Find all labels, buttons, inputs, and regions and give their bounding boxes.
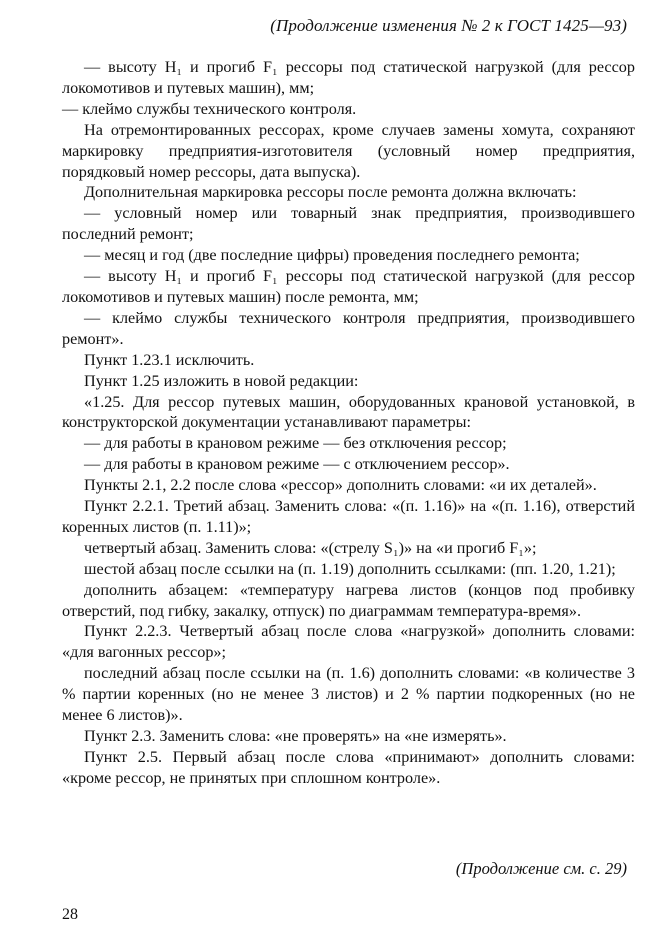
paragraph: Пункты 2.1, 2.2 после слова «рессор» дополнить словами: «и их деталей». — [84, 476, 597, 495]
paragraph: — для работы в крановом режиме — без отключения рессор; — [84, 434, 507, 453]
paragraph: — условный номер или товарный знак предприятия, производившего последний ремонт; — [62, 204, 635, 244]
paragraph: — месяц и год (две последние цифры) проведения последнего ремонта; — [84, 246, 580, 265]
paragraph: Пункт 2.2.3. Четвертый абзац после слова «нагрузкой» дополнить словами: «для вагонных рессор»; — [62, 622, 635, 662]
paragraph: Дополнительная маркировка рессоры после ремонта должна включать: — [84, 183, 577, 202]
paragraph: — клеймо службы технического контроля. — [62, 99, 357, 118]
paragraph: четвертый абзац. Заменить слова: «(стрелу S₁)» на «и прогиб F₁»; — [84, 538, 537, 557]
paragraph: Пункт 2.2.1. Третий абзац. Заменить слова: «(п. 1.16)» на «(п. 1.16), отверстий коренных листов (п. 1.11)»; — [62, 497, 635, 536]
running-header: (Продолжение изменения № 2 к ГОСТ 1425—93) — [270, 16, 627, 35]
paragraph: На отремонтированных рессорах, кроме случаев замены хомута, сохраняют маркировку предприятия-изготовителя (условный номер предприятия, порядковый номер рессоры, дата выпуска). — [62, 120, 635, 181]
paragraph: Пункт 2.3. Заменить слова: «не проверять» на «не измерять». — [84, 727, 507, 745]
body-text — [62, 57, 635, 789]
paragraph: последний абзац после ссылки на (п. 1.6) дополнить словами: «в количестве 3 % партии коренных (но не менее 3 листов) и 2 % партии подкоренных (но не менее 6 листов)». — [62, 664, 635, 725]
paragraph: — клеймо службы технического контроля предприятия, производившего ремонт». — [62, 308, 635, 348]
paragraph: — для работы в крановом режиме — с отключением рессор». — [84, 455, 510, 474]
paragraph: шестой абзац после ссылки на (п. 1.19) дополнить ссылками: (пп. 1.20, 1.21); — [84, 559, 616, 578]
continued-note: (Продолжение см. с. 29) — [455, 859, 627, 878]
paragraph: «1.25. Для рессор путевых машин, оборудованных крановой установкой, в конструкторской документации устанавливают параметры: — [62, 392, 635, 432]
page-number: 28 — [62, 906, 78, 923]
paragraph: Пункт 2.5. Первый абзац после слова «принимают» дополнить словами: «кроме рессор, не принятых при сплошном контроле». — [62, 747, 635, 787]
paragraph: Пункт 1.25 изложить в новой редакции: — [84, 371, 359, 390]
paragraph: — высоту H₁ и прогиб F₁ рессоры под статической нагрузкой (для рессор локомотивов и путевых машин), мм; — [62, 58, 635, 97]
paragraph: дополнить абзацем: «температуру нагрева листов (концов под пробивку отверстий, под гибку, закалку, отпуск) по диаграммам температура-время». — [62, 580, 635, 620]
paragraph: Пункт 1.23.1 исключить. — [84, 350, 255, 369]
paragraph: — высоту H₁ и прогиб F₁ рессоры под статической нагрузкой (для рессор локомотивов и путевых машин) после ремонта, мм; — [62, 267, 635, 306]
